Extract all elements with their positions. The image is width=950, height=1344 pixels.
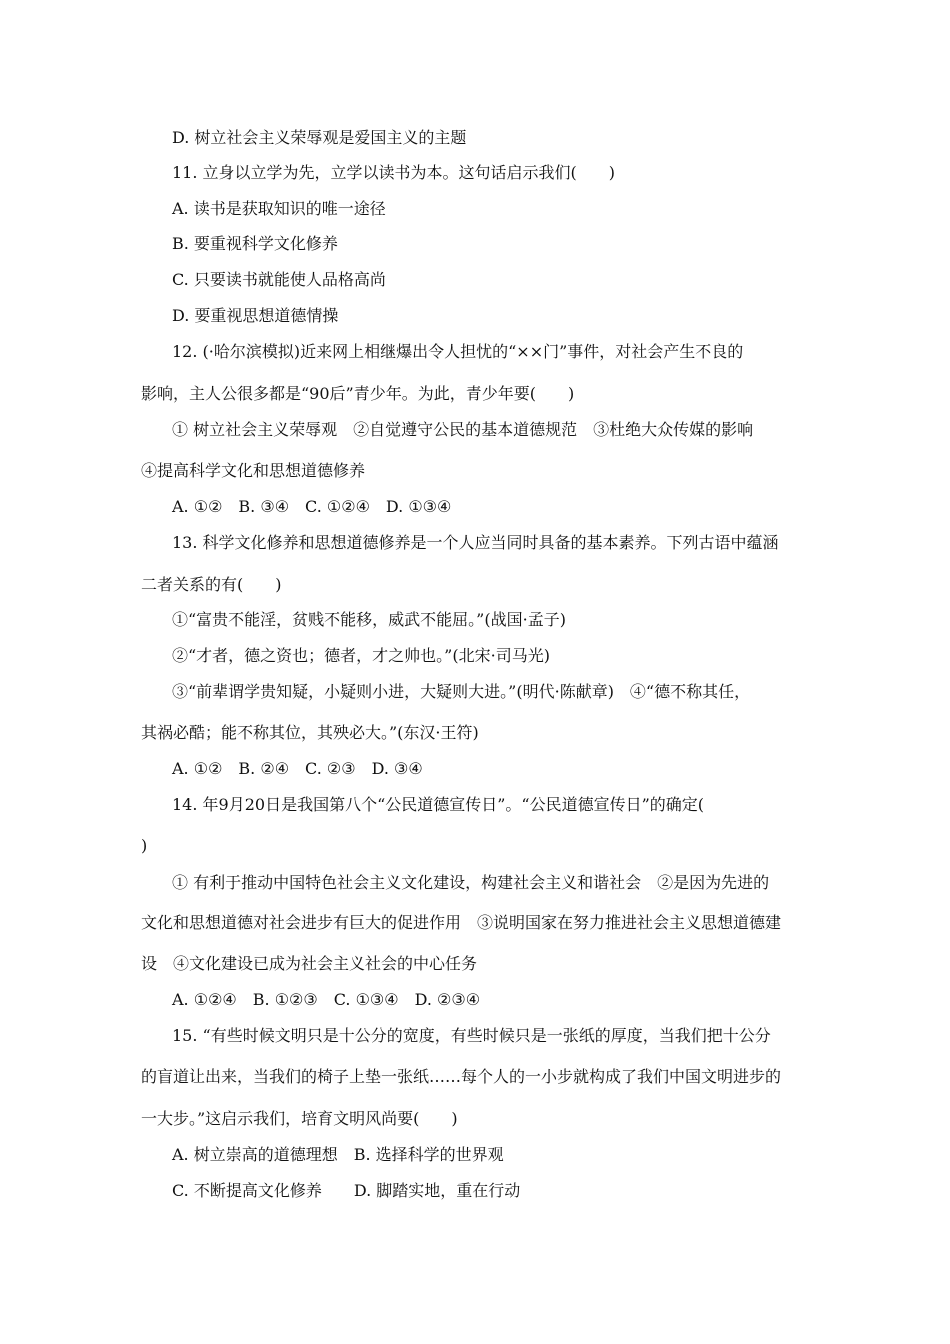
q13-statement-1: ①“富贵不能淫，贫贱不能移，威武不能屈。”(战国·孟子) [172,610,566,629]
q15-stem-cont1: 的盲道让出来，当我们的椅子上垫一张纸……每个人的一小步就构成了我们中国文明进步的 [141,1067,782,1086]
q13-statement-3-4: ③“前辈谓学贵知疑，小疑则小进，大疑则大进。”(明代·陈献章) ④“德不称其任， [172,682,751,701]
q11-stem: 11. 立身以立学为先，立学以读书为本。这句话启示我们( ) [172,163,616,182]
q12-statements-cont: ④提高科学文化和思想道德修养 [141,461,366,480]
q12-statements: ① 树立社会主义荣辱观 ②自觉遵守公民的基本道德规范 ③杜绝大众传媒的影响 [172,420,754,439]
q12-stem-cont: 影响，主人公很多都是“90后”青少年。为此，青少年要( ) [141,384,575,403]
q13-statement-2: ②“才者，德之资也；德者，才之帅也。”(北宋·司马光) [172,646,550,665]
q12-options: A. ①② B. ③④ C. ①②④ D. ①③④ [172,497,452,516]
q10-option-d: D. 树立社会主义荣辱观是爱国主义的主题 [172,128,467,147]
q14-stem: 14. 年9月20日是我国第八个“公民道德宣传日”。“公民道德宣传日”的确定( [172,795,705,814]
q15-stem: 15. “有些时候文明只是十公分的宽度，有些时候只是一张纸的厚度，当我们把十公分 [172,1026,771,1045]
q13-stem-cont: 二者关系的有( ) [141,575,282,594]
q15-stem-cont2: 一大步。”这启示我们，培育文明风尚要( ) [141,1109,458,1128]
q11-option-b: B. 要重视科学文化修养 [172,234,338,253]
q14-stem-cont: ) [141,836,148,855]
q15-options-ab: A. 树立崇高的道德理想 B. 选择科学的世界观 [172,1145,504,1164]
q13-options: A. ①② B. ②④ C. ②③ D. ③④ [172,759,423,778]
q14-statements-cont1: 文化和思想道德对社会进步有巨大的促进作用 ③说明国家在努力推进社会主义思想道德建 [141,913,782,932]
q14-statements: ① 有利于推动中国特色社会主义文化建设，构建社会主义和谐社会 ②是因为先进的 [172,873,770,892]
q14-statements-cont2: 设 ④文化建设已成为社会主义社会的中心任务 [141,954,478,973]
q12-stem: 12. (·哈尔滨模拟)近来网上相继爆出令人担忧的“××门”事件，对社会产生不良的 [172,342,744,361]
q13-statement-4-cont: 其祸必酷；能不称其位，其殃必大。”(东汉·王符) [141,723,479,742]
q11-option-a: A. 读书是获取知识的唯一途径 [172,199,386,218]
q15-options-cd: C. 不断提高文化修养 D. 脚踏实地，重在行动 [172,1181,521,1200]
q11-option-c: C. 只要读书就能使人品格高尚 [172,270,386,289]
q11-option-d: D. 要重视思想道德情操 [172,306,339,325]
q13-stem: 13. 科学文化修养和思想道德修养是一个人应当同时具备的基本素养。下列古语中蕴涵 [172,533,779,552]
q14-options: A. ①②④ B. ①②③ C. ①③④ D. ②③④ [172,990,481,1009]
